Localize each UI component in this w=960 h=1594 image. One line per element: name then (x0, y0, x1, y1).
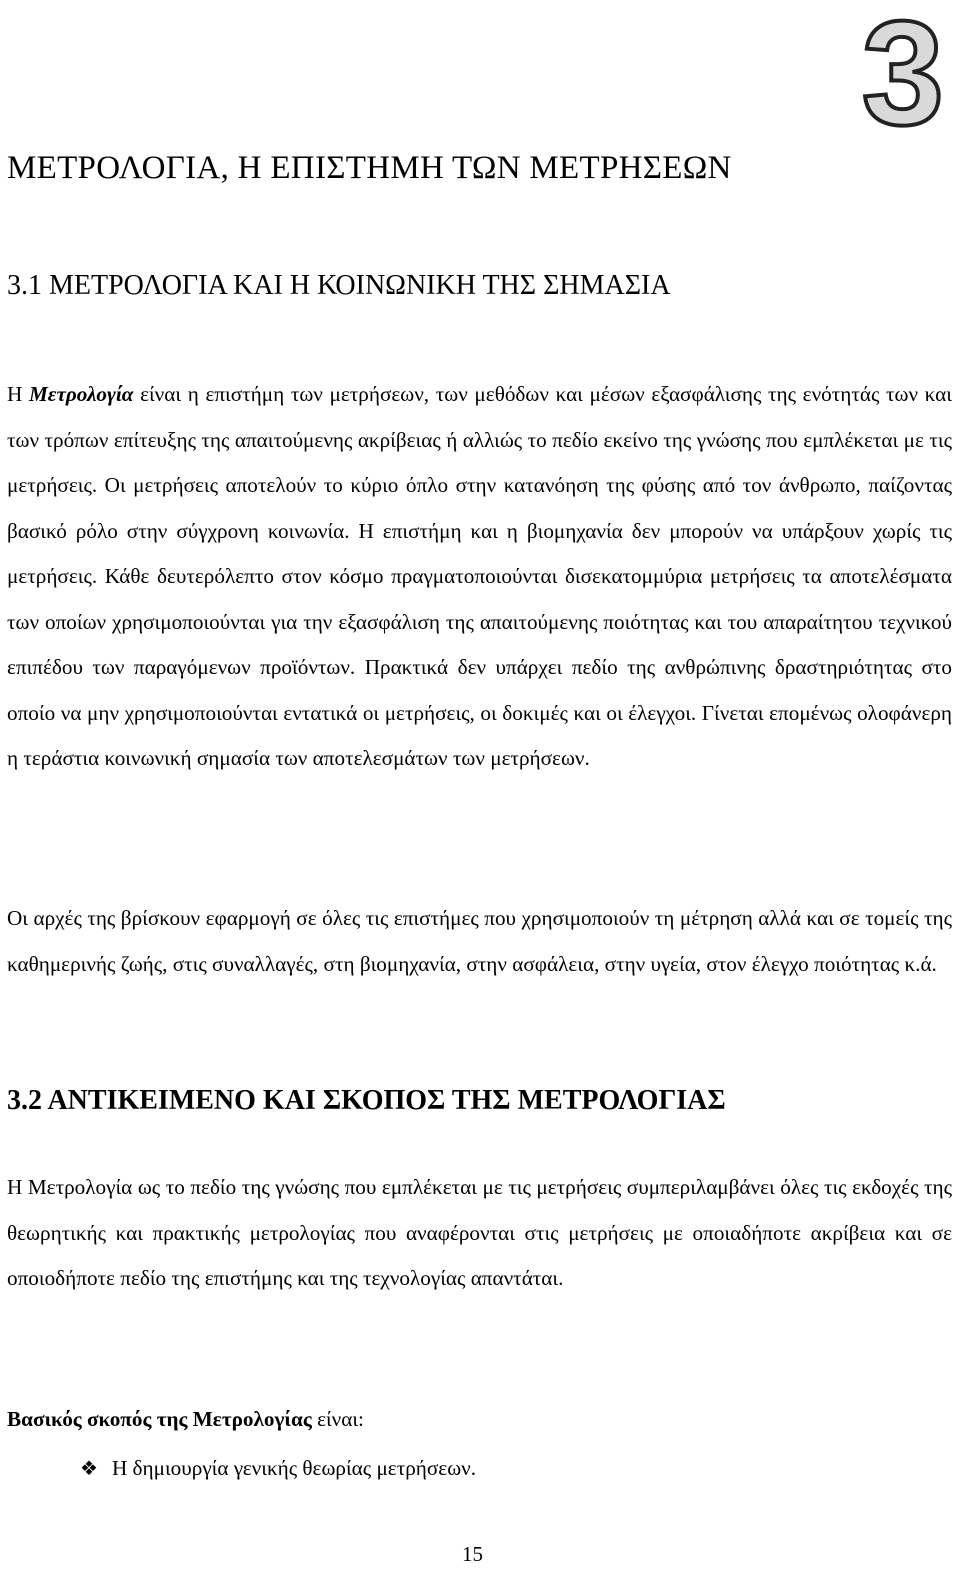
paragraph-scope: Η Μετρολογία ως το πεδίο της γνώσης που εμπλέκεται με τις μετρήσεις συμπεριλαμβάνει όλες τις εκδοχές της θεωρητικής και πρακτικής μετρολογίας που αναφέρονται στις μετρήσεις με οποιαδήποτε ακρίβεια και σε οποιοδήποτε πεδίο της επιστήμης και της τεχνολογίας απαντάται. (7, 1175, 952, 1290)
paragraph-start: Η (7, 382, 29, 406)
page-number: 15 (462, 1542, 483, 1566)
goal-list (80, 1446, 476, 1492)
chapter-number: 3 (861, 0, 940, 156)
list-item-text: Η δημιουργία γενικής θεωρίας μετρήσεων. (111, 1456, 477, 1480)
section-heading-3-1: 3.1 ΜΕΤΡΟΛΟΓΙΑ ΚΑΙ Η ΚΟΙΝΩΝΙΚΗ ΤΗΣ ΣΗΜΑΣΙΑ (7, 270, 671, 301)
list-item (80, 1446, 476, 1492)
chapter-title: ΜΕΤΡΟΛΟΓΙΑ, Η ΕΠΙΣΤΗΜΗ ΤΩΝ ΜΕΤΡΗΣΕΩΝ (7, 150, 732, 186)
goal-label: Βασικός σκοπός της Μετρολογίας (7, 1407, 312, 1431)
diamond-bullet-icon: ❖ (80, 1456, 98, 1480)
term-metrology: Μετρολογία (28, 382, 134, 406)
paragraph-applications: Οι αρχές της βρίσκουν εφαρμογή σε όλες τις επιστήμες που χρησιμοποιούν τη μέτρηση αλλά και σε τομείς της καθημερινής ζωής, στις συναλλαγές, στη βιομηχανία, στην ασφάλεια, στην υγεία, στον έλεγχο ποιότητας κ.ά. (7, 906, 952, 976)
paragraph-goal-intro (7, 1397, 952, 1443)
paragraph-body: είναι η επιστήμη των μετρήσεων, των μεθόδων και μέσων εξασφάλισης της ενότητάς των και των τρόπων επίτευξης της απαιτούμενης ακρίβειας ή αλλιώς το πεδίο εκείνο της γνώσης που εμπλέκεται με τις μετρήσεις. Οι μετρήσεις αποτελούν το κύριο όπλο στην κατανόηση της φύσης από τον άνθρωπο, παίζοντας βασικό ρόλο στην σύγχρονη κοινωνία. Η επιστήμη και η βιομηχανία δεν μπορούν να υπάρξουν χωρίς τις μετρήσεις. Κάθε δευτερόλεπτο στον κόσμο πραγματοποιούνται δισεκατομμύρια μετρήσεις τα αποτελέσματα των οποίων χρησιμοποιούνται για την εξασφάλιση της απαιτούμενης ποιότητας και του απαραίτητου τεχνικού επιπέδου των παραγόμενων προϊόντων. Πρακτικά δεν υπάρχει πεδίο της ανθρώπινης δραστηριότητας στο οποίο να μην χρησιμοποιούνται εντατικά οι μετρήσεις, οι δοκιμές και οι έλεγχοι. Γίνεται επομένως ολοφάνερη η τεράστια κοινωνική σημασία των αποτελεσμάτων των μετρήσεων. (7, 382, 952, 770)
goal-suffix: είναι: (311, 1407, 364, 1431)
section-heading-3-2: 3.2 ΑΝΤΙΚΕΙΜΕΝΟ ΚΑΙ ΣΚΟΠΟΣ ΤΗΣ ΜΕΤΡΟΛΟΓΙΑΣ (7, 1085, 726, 1116)
paragraph-metrology-definition (7, 372, 952, 782)
